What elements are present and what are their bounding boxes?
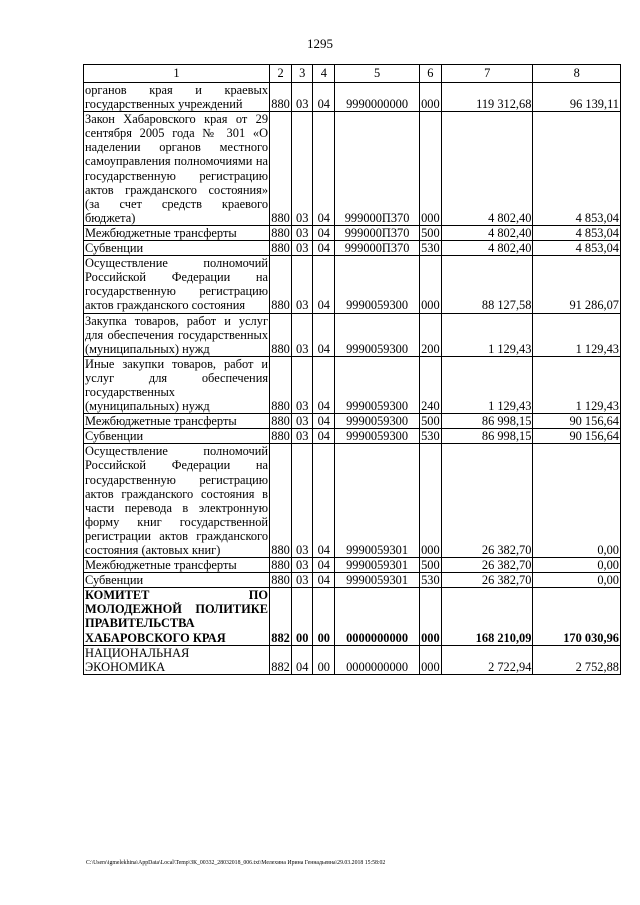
cell-admin-code: 880 <box>271 241 290 256</box>
cell-name: Иные закупки товаров, работ и услуг для обеспечения государственных (муниципальных) нужд <box>85 356 269 414</box>
column-header: 6 <box>419 65 441 83</box>
cell-name: Осуществление полномочий Российской Федерации на государственную регистрацию актов гражданского состояния <box>85 256 269 313</box>
cell-amount-year1: 26 382,70 <box>441 558 533 573</box>
cell-subsection: 04 <box>313 444 335 558</box>
cell-amount-year1: 1 129,43 <box>441 356 533 413</box>
table-row <box>84 444 621 558</box>
cell-expense-type: 000 <box>419 256 441 313</box>
cell-expense-type: 240 <box>419 356 441 413</box>
page-number: 1295 <box>307 36 333 51</box>
cell-name: Межбюджетные трансферты <box>84 414 270 429</box>
cell-admin-code: 880 <box>270 444 292 558</box>
cell-expense-type: 530 <box>421 573 440 588</box>
table-row <box>84 313 621 356</box>
cell-amount-year1: 168 210,09 <box>441 588 533 645</box>
column-header: 3 <box>292 65 313 83</box>
cell-expense-type: 200 <box>419 313 441 356</box>
cell-expense-type: 000 <box>419 112 441 226</box>
cell-section: 03 <box>292 313 313 356</box>
cell-admin-code: 880 <box>270 112 292 226</box>
cell-section: 03 <box>292 414 313 429</box>
column-header: 7 <box>441 65 533 83</box>
cell-amount-year1: 86 998,15 <box>441 414 533 429</box>
cell-admin-code: 880 <box>271 573 290 588</box>
table-row <box>84 256 621 313</box>
cell-target-article: 999000П370 <box>335 241 419 256</box>
cell-subsection: 04 <box>313 241 335 256</box>
table-row <box>84 558 621 573</box>
cell-admin-code: 880 <box>271 414 290 429</box>
cell-target-article: 9990059301 <box>335 558 419 573</box>
cell-target-article: 9990000000 <box>335 83 419 112</box>
cell-name: Субвенции <box>84 573 270 588</box>
cell-subsection: 04 <box>313 414 335 429</box>
cell-target-article: 9990059300 <box>335 313 419 356</box>
cell-target-article: 9990059300 <box>335 429 419 444</box>
cell-target-article: 9990059301 <box>335 444 419 558</box>
table-header-row <box>84 65 621 83</box>
cell-target-article: 9990059300 <box>335 414 419 429</box>
cell-subsection: 04 <box>313 573 335 588</box>
cell-amount-year2: 4 853,04 <box>533 241 621 256</box>
cell-name: Межбюджетные трансферты <box>84 558 270 573</box>
cell-section: 03 <box>292 225 313 240</box>
table-row <box>84 83 621 112</box>
cell-target-article: 9990059300 <box>335 356 419 413</box>
cell-subsection: 00 <box>313 645 335 674</box>
cell-expense-type: 000 <box>419 83 441 112</box>
cell-amount-year2: 96 139,11 <box>533 83 621 112</box>
cell-expense-type: 530 <box>421 429 440 444</box>
cell-amount-year2: 1 129,43 <box>533 356 621 413</box>
cell-subsection: 00 <box>313 588 335 645</box>
cell-expense-type: 500 <box>421 558 440 573</box>
table-body <box>84 83 621 675</box>
cell-name: Осуществление полномочий Российской Федерации на государственную регистрацию актов гражданского состояния в части перевода в электронную форму книг государственной регистрации актов гражданского состояния (актовых книг) <box>85 444 269 557</box>
cell-section: 03 <box>292 241 313 256</box>
cell-expense-type: 500 <box>421 225 440 240</box>
cell-subsection: 04 <box>313 83 335 112</box>
table-row <box>84 573 621 588</box>
cell-admin-code: 880 <box>270 256 292 313</box>
cell-admin-code: 880 <box>270 313 292 356</box>
cell-section: 03 <box>292 256 313 313</box>
cell-expense-type: 000 <box>419 444 441 558</box>
cell-admin-code: 882 <box>270 588 292 645</box>
table-row <box>84 356 621 413</box>
cell-amount-year2: 91 286,07 <box>533 256 621 313</box>
cell-subsection: 04 <box>313 356 335 413</box>
cell-name: НАЦИОНАЛЬНАЯ ЭКОНОМИКА <box>84 645 270 674</box>
cell-subsection: 04 <box>313 256 335 313</box>
cell-subsection: 04 <box>313 112 335 226</box>
table-row <box>84 414 621 429</box>
cell-section: 03 <box>292 356 313 413</box>
table-row <box>84 225 621 240</box>
column-header: 2 <box>270 65 292 83</box>
cell-amount-year1: 4 802,40 <box>441 112 533 226</box>
table-row <box>84 588 621 645</box>
cell-expense-type: 000 <box>419 645 441 674</box>
cell-name: Субвенции <box>84 241 270 256</box>
cell-admin-code: 880 <box>271 429 290 444</box>
cell-subsection: 04 <box>313 429 335 444</box>
cell-amount-year2: 170 030,96 <box>533 588 621 645</box>
cell-target-article: 999000П370 <box>335 225 419 240</box>
cell-section: 00 <box>292 588 313 645</box>
cell-name: органов края и краевых государственных учреждений <box>85 83 269 112</box>
cell-target-article: 999000П370 <box>335 112 419 226</box>
cell-target-article: 0000000000 <box>335 645 419 674</box>
cell-amount-year1: 26 382,70 <box>441 444 533 558</box>
table-row <box>84 112 621 226</box>
cell-section: 03 <box>292 444 313 558</box>
cell-amount-year1: 2 722,94 <box>441 645 533 674</box>
cell-amount-year1: 4 802,40 <box>441 225 533 240</box>
cell-subsection: 04 <box>313 313 335 356</box>
cell-admin-code: 880 <box>271 225 290 240</box>
table-row <box>84 645 621 674</box>
cell-amount-year2: 1 129,43 <box>533 313 621 356</box>
cell-amount-year1: 119 312,68 <box>441 83 533 112</box>
cell-section: 03 <box>292 83 313 112</box>
cell-admin-code: 880 <box>270 83 292 112</box>
cell-subsection: 04 <box>313 558 335 573</box>
cell-amount-year2: 0,00 <box>533 558 621 573</box>
cell-amount-year1: 1 129,43 <box>441 313 533 356</box>
table-row <box>84 429 621 444</box>
cell-name: Закупка товаров, работ и услуг для обеспечения государственных (муниципальных) нужд <box>85 313 269 356</box>
cell-expense-type: 530 <box>421 241 440 256</box>
cell-amount-year1: 88 127,58 <box>441 256 533 313</box>
cell-subsection: 04 <box>313 225 335 240</box>
file-path-footer: C:\Users\igmelekhina\AppData\Local\Temp\ЗК_00332_28032018_006.txt\Мелехина Ирина Геннадьевна\29.03.2018 15:58:02 <box>86 860 386 866</box>
column-header: 4 <box>313 65 335 83</box>
cell-section: 03 <box>292 112 313 226</box>
cell-amount-year1: 26 382,70 <box>441 573 533 588</box>
cell-amount-year2: 4 853,04 <box>533 112 621 226</box>
cell-target-article: 9990059300 <box>335 256 419 313</box>
cell-admin-code: 880 <box>270 356 292 413</box>
cell-admin-code: 882 <box>270 645 292 674</box>
budget-table <box>83 64 621 675</box>
cell-name: Субвенции <box>84 429 270 444</box>
cell-amount-year2: 0,00 <box>533 444 621 558</box>
column-header: 1 <box>84 65 270 83</box>
cell-expense-type: 500 <box>421 414 440 429</box>
cell-amount-year2: 0,00 <box>533 573 621 588</box>
cell-amount-year1: 4 802,40 <box>441 241 533 256</box>
cell-admin-code: 880 <box>271 558 290 573</box>
cell-amount-year2: 4 853,04 <box>533 225 621 240</box>
cell-target-article: 9990059301 <box>335 573 419 588</box>
cell-name: КОМИТЕТ ПО МОЛОДЕЖНОЙ ПОЛИТИКЕ ПРАВИТЕЛЬСТВА ХАБАРОВСКОГО КРАЯ <box>85 588 269 645</box>
cell-section: 03 <box>292 573 313 588</box>
cell-amount-year2: 90 156,64 <box>533 429 621 444</box>
cell-name: Межбюджетные трансферты <box>84 225 270 240</box>
cell-amount-year2: 2 752,88 <box>533 645 621 674</box>
cell-section: 03 <box>292 558 313 573</box>
cell-target-article: 0000000000 <box>335 588 419 645</box>
cell-section: 04 <box>292 645 313 674</box>
column-header: 5 <box>335 65 419 83</box>
column-header: 8 <box>533 65 621 83</box>
cell-section: 03 <box>292 429 313 444</box>
table-row <box>84 241 621 256</box>
cell-expense-type: 000 <box>419 588 441 645</box>
cell-amount-year2: 90 156,64 <box>533 414 621 429</box>
cell-name: Закон Хабаровского края от 29 сентября 2005 года № 301 «О наделении органов местного самоуправления полномочиями на государственную регистрацию актов гражданского состояния» (за счет средств краевого бюджета) <box>85 112 269 225</box>
cell-amount-year1: 86 998,15 <box>441 429 533 444</box>
